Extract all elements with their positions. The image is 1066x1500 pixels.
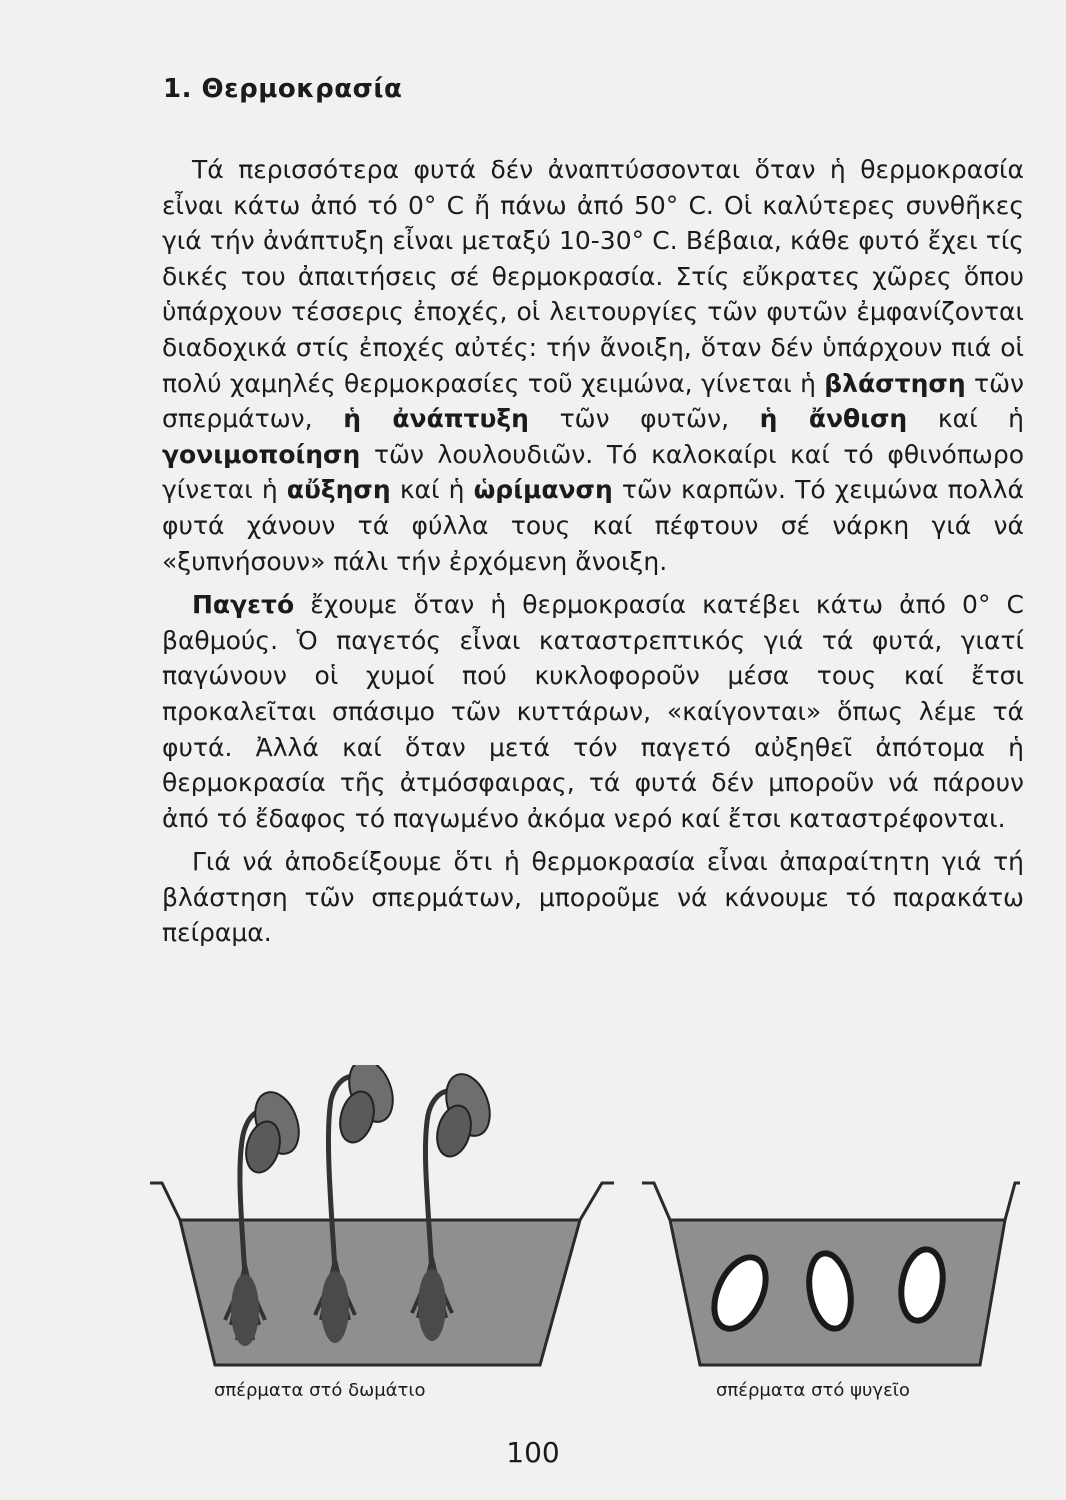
text-run: τῶν φυτῶν,	[528, 404, 760, 434]
text-run: τῶν λουλουδιῶν. Τό καλοκαίρι καί τό φθινόπωρο γίνεται ἡ	[162, 439, 1024, 505]
page-number: 100	[506, 1436, 560, 1469]
text-run: Γιά νά ἀποδείξουμε ὅτι ἡ θερμοκρασία εἶναι ἀπαραίτητη γιά τή βλάστηση τῶν σπερμάτων, μποροῦμε νά κάνουμε τό παρακάτω πείραμα.	[162, 847, 1024, 948]
term-growth: ἡ ἀνάπτυξη	[343, 404, 529, 434]
paragraph-experiment	[162, 844, 1024, 951]
text-run: τῶν καρπῶν. Τό χειμώνα πολλά φυτά χάνουν τά φύλλα τους καί πέφτουν σέ νάρκη γιά νά «ξυπνήσουν» πάλι τήν ἐρχόμενη ἄνοιξη.	[162, 475, 1024, 576]
pot-room-rim	[150, 1183, 614, 1220]
term-flowering: ἡ ἄνθιση	[759, 404, 908, 434]
pot-fridge-rim	[642, 1183, 1020, 1220]
text-run: Τά περισσότερα φυτά δέν ἀναπτύσσονται ὅταν ἡ θερμοκρασία εἶναι κάτω ἀπό τό 0° C ἤ πάνω ἀπό 50° C. Οἱ καλύτερες συνθῆκες γιά τήν ἀνάπτυξη εἶναι μεταξύ 10-30° C. Βέβαια, κάθε φυτό ἔχει τίς δικές του ἀπαιτήσεις σέ θερμοκρασία. Στίς εὔκρατες χῶρες ὅπου ὑπάρχουν τέσσερις ἐποχές, οἱ λειτουργίες τῶν φυτῶν ἐμφανίζονται διαδοχικά στίς ἐποχές αὐτές: τήν ἄνοιξη, ὅταν δέν ὑπάρχουν πιά οἱ πολύ χαμηλές θερμοκρασίες τοῦ χειμώνα, γίνεται ἡ	[162, 155, 1024, 398]
text-run: τῶν σπερμάτων,	[162, 368, 1024, 434]
section-title: 1. Θερμοκρασία	[163, 74, 403, 104]
pot-fridge	[642, 1183, 1020, 1365]
term-frost: Παγετό	[192, 590, 295, 620]
text-run: καί ἡ	[390, 475, 474, 505]
body-text	[162, 152, 1024, 951]
caption-fridge: σπέρματα στό ψυγεῖο	[716, 1380, 910, 1401]
term-increase: αὔξηση	[286, 475, 391, 505]
text-run: ἔχουμε ὅταν ἡ θερμοκρασία κατέβει κάτω ἀπό 0° C βαθμούς. Ὁ παγετός εἶναι καταστρεπτικός γιά τά φυτά, γιατί παγώνουν οἱ χυμοί πού κυκλοφοροῦν μέσα τους καί ἔτσι προκαλεῖται σπάσιμο τῶν κυττάρων, «καίγονται» ὅπως λέμε τά φυτά. Ἀλλά καί ὅταν μετά τόν παγετό αὐξηθεῖ ἀπότομα ἡ θερμοκρασία τῆς ἀτμόσφαιρας, τά φυτά δέν μποροῦν νά πάρουν ἀπό τό ἔδαφος τό παγωμένο ἀκόμα νερό καί ἔτσι καταστρέφονται.	[162, 590, 1024, 833]
pot-room	[150, 1183, 614, 1365]
caption-room: σπέρματα στό δωμάτιο	[214, 1380, 426, 1401]
experiment-illustration	[140, 1065, 1040, 1375]
paragraph-temperature	[162, 152, 1024, 579]
term-germination: βλάστηση	[824, 368, 966, 398]
term-ripening: ὡρίμανση	[473, 475, 613, 505]
term-fertilization: γονιμοποίηση	[162, 439, 361, 469]
paragraph-frost	[162, 587, 1024, 836]
text-run: καί ἡ	[907, 404, 1025, 434]
